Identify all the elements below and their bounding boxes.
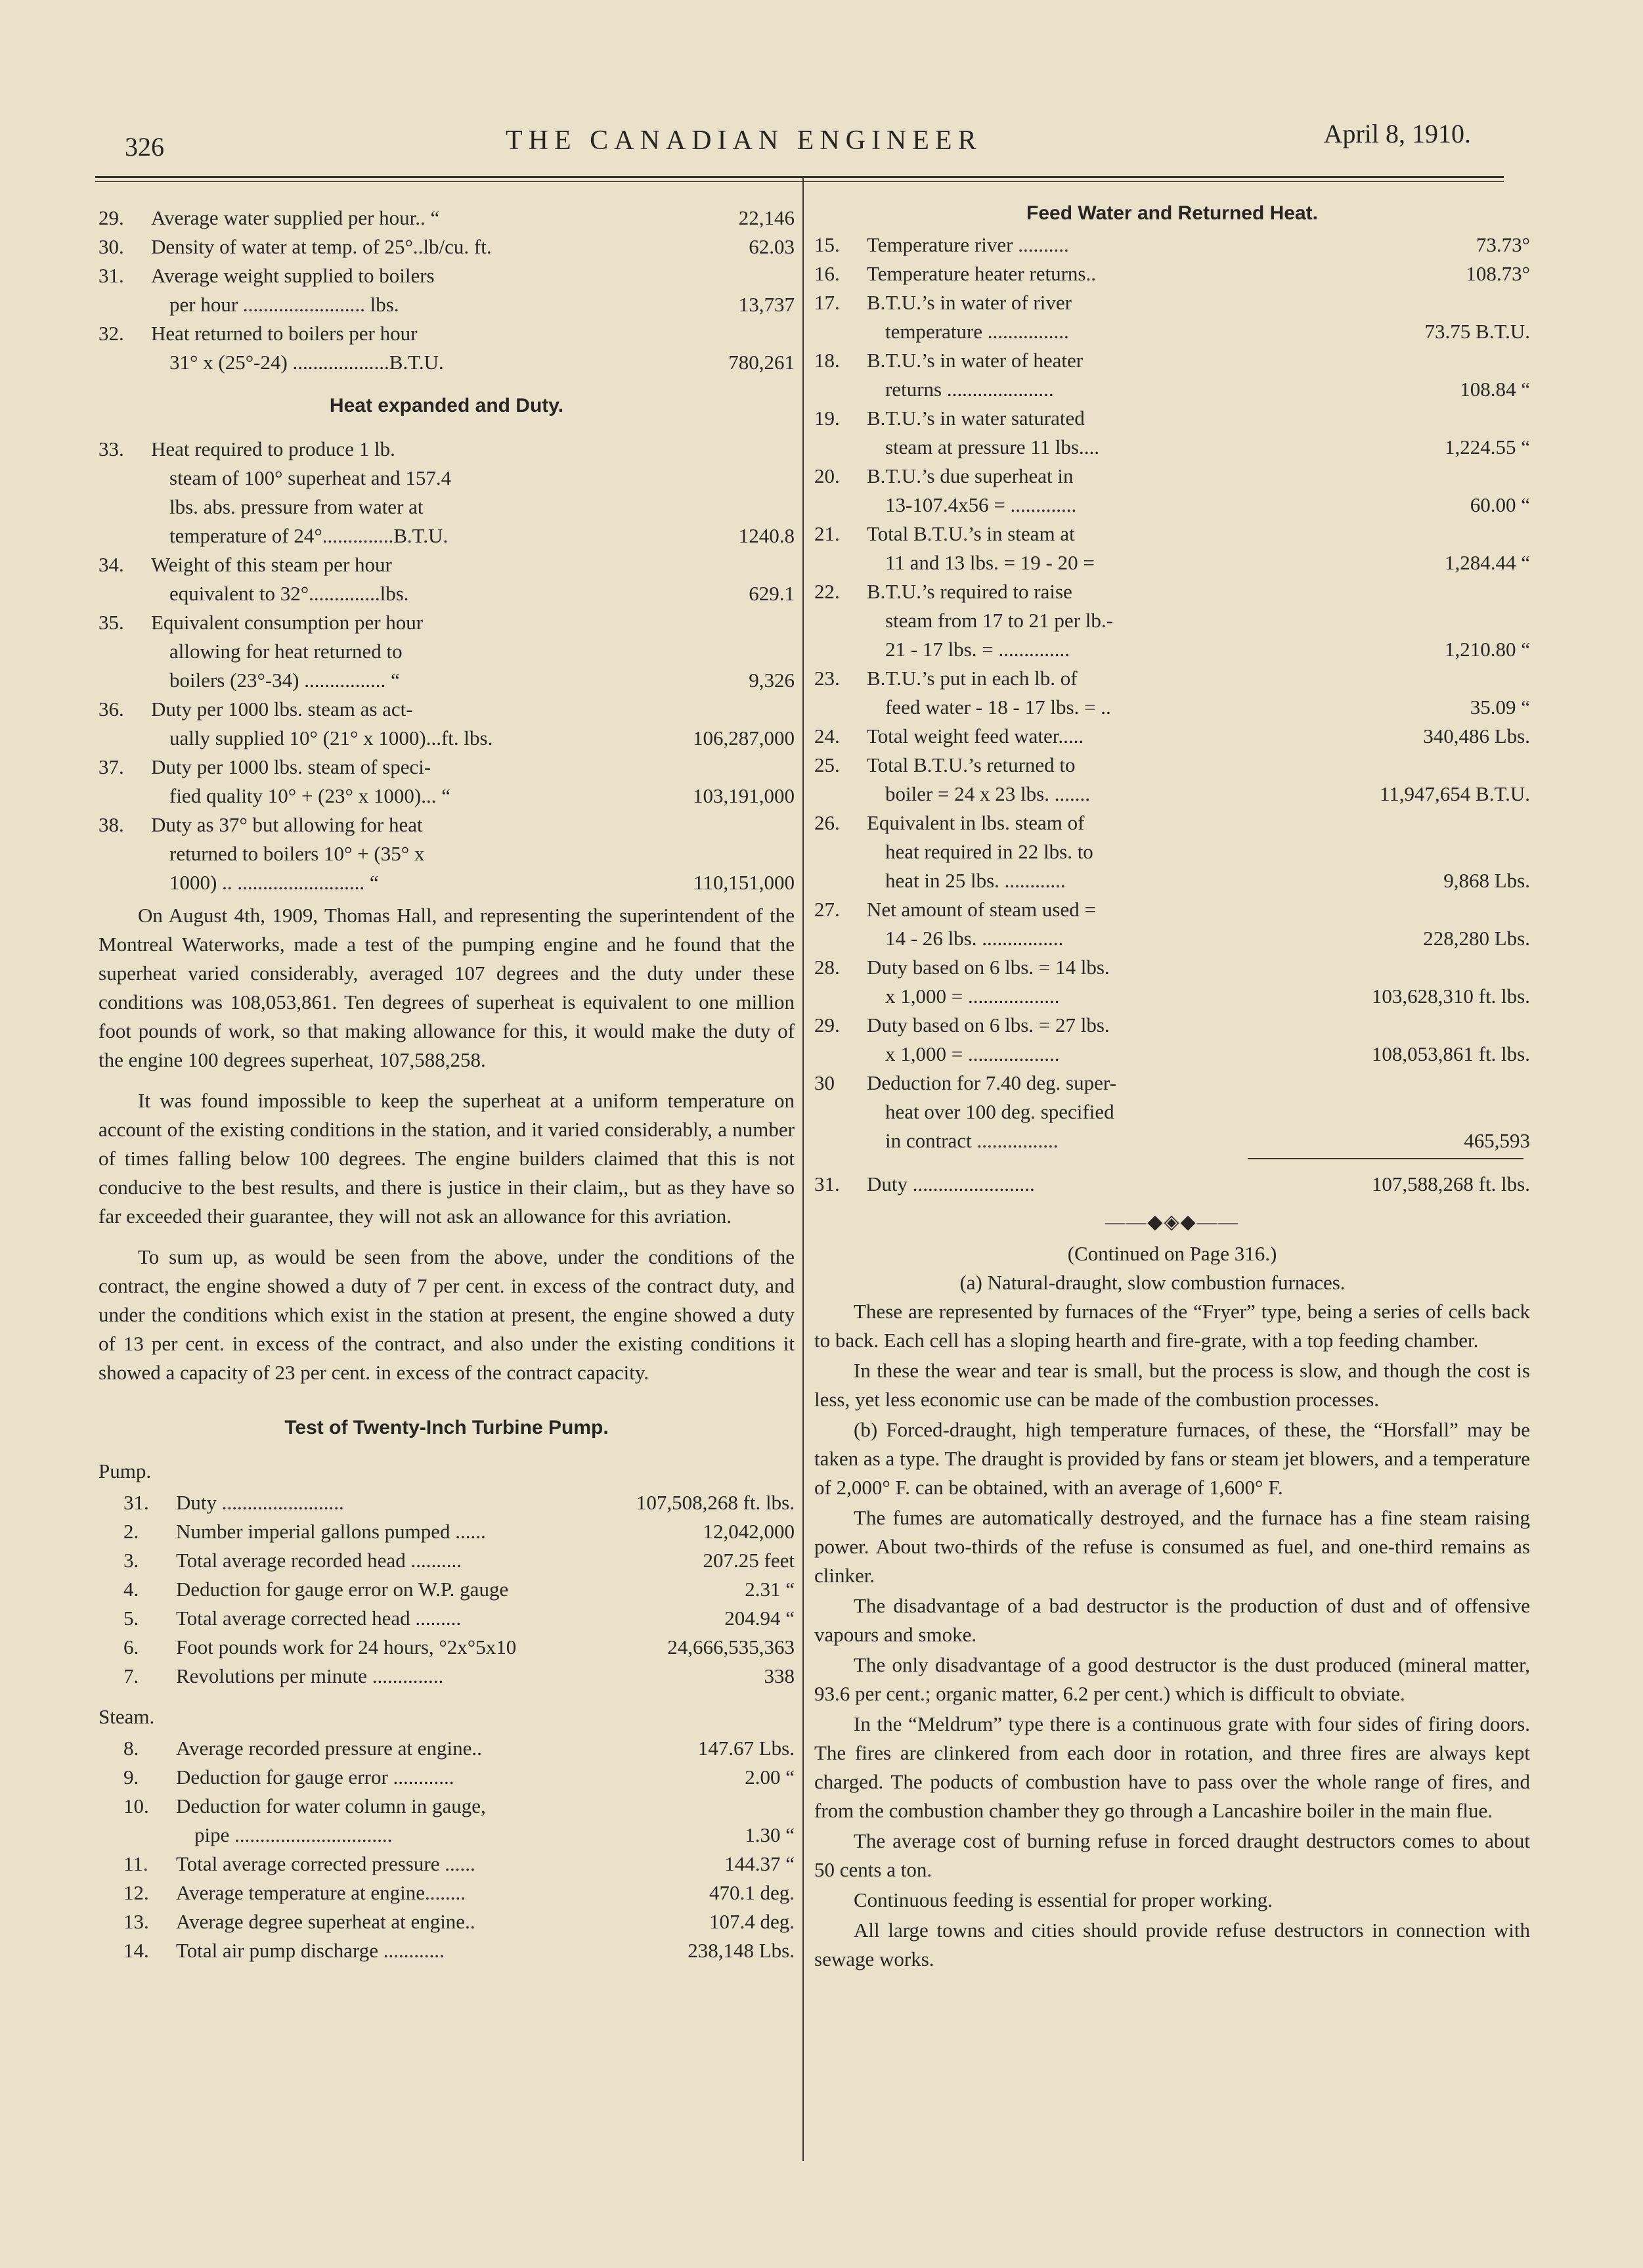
row-number: 20. [814, 464, 840, 487]
journal-title: THE CANADIAN ENGINEER [506, 125, 982, 156]
table-row [99, 493, 795, 522]
table-row [814, 577, 1530, 606]
table-row [99, 1734, 795, 1763]
table-row [814, 548, 1530, 577]
row-value: 107,508,268 ft. lbs. [636, 1491, 795, 1514]
row-label: boilers (23°-34) ................ “ [169, 669, 400, 692]
row-label: Total B.T.U.’s in steam at [867, 522, 1075, 545]
row-label: Total average corrected head ......... [176, 1607, 462, 1630]
row-number: 11. [123, 1852, 148, 1875]
page-number: 326 [125, 132, 164, 162]
table-row [99, 1488, 795, 1517]
row-value: 629.1 [749, 582, 795, 605]
row-value: 228,280 Lbs. [1423, 927, 1530, 950]
row-number: 38. [99, 813, 124, 836]
right-column [814, 194, 1530, 1975]
row-label: Duty per 1000 lbs. steam as act- [151, 698, 413, 721]
row-label: Total average recorded head .......... [176, 1549, 462, 1572]
pump-rows [99, 1488, 795, 1691]
table-rows-b [99, 435, 795, 897]
row-value: 73.73° [1476, 233, 1530, 256]
continued-note: (Continued on Page 316.) [1067, 1242, 1277, 1265]
row-value: 13,737 [738, 293, 795, 316]
row-label: Average degree superheat at engine.. [176, 1910, 475, 1933]
row-label: Revolutions per minute .............. [176, 1664, 444, 1687]
row-number: 25. [814, 753, 840, 776]
row-value: 108,053,861 ft. lbs. [1371, 1042, 1530, 1065]
table-row [814, 1040, 1530, 1069]
row-label: B.T.U.’s required to raise [867, 580, 1072, 603]
row-label: heat in 25 lbs. ............ [885, 869, 1066, 892]
duty-row [814, 1170, 1530, 1199]
table-row [814, 231, 1530, 259]
row-label: Deduction for water column in gauge, [176, 1794, 486, 1817]
table-row [99, 1604, 795, 1633]
row-number: 32. [99, 322, 124, 345]
row-number: 30. [99, 235, 124, 258]
row-value: 103,191,000 [693, 784, 795, 807]
row-label: Average temperature at engine........ [176, 1881, 466, 1904]
section-heading-feed: Feed Water and Returned Heat. [1026, 202, 1318, 224]
row-label: Deduction for gauge error on W.P. gauge [176, 1578, 509, 1601]
table-row [814, 664, 1530, 693]
table-row [814, 491, 1530, 520]
row-label: in contract ................ [885, 1129, 1059, 1152]
row-label: Deduction for gauge error ............ [176, 1766, 454, 1789]
table-row [814, 259, 1530, 288]
row-value: 103,628,310 ft. lbs. [1371, 985, 1530, 1008]
paragraph: The only disadvantage of a good destructor is the dust produced (mineral matter, 93.6 per cent.; organic matter, 6.2 per cent.) which is difficult to obviate. [814, 1653, 1530, 1705]
row-label: 31° x (25°-24) ...................B.T.U. [169, 351, 444, 374]
table-row [99, 1792, 795, 1821]
row-number: 31. [99, 264, 124, 287]
row-label: Average water supplied per hour.. “ [151, 206, 440, 229]
row-value: 108.73° [1466, 262, 1530, 285]
page-header [118, 112, 1497, 164]
sum-rule [1248, 1158, 1523, 1159]
row-label: Temperature river .......... [867, 233, 1069, 256]
table-row [99, 666, 795, 695]
row-label: Density of water at temp. of 25°..lb/cu. ft. [151, 235, 492, 258]
row-value: 107.4 deg. [709, 1910, 795, 1933]
row-value: 1,284.44 “ [1444, 551, 1530, 574]
row-number: 19. [814, 407, 840, 430]
table-row [99, 1879, 795, 1907]
table-row [99, 579, 795, 608]
row-value: 780,261 [728, 351, 795, 374]
row-number: 3. [123, 1549, 139, 1572]
row-value: 107,588,268 ft. lbs. [1371, 1172, 1530, 1195]
row-label: B.T.U.’s in water saturated [867, 407, 1085, 430]
row-label: Total average corrected pressure ...... [176, 1852, 475, 1875]
row-number: 6. [123, 1635, 139, 1658]
row-value: 9,868 Lbs. [1443, 869, 1530, 892]
table-row [814, 288, 1530, 317]
table-row [99, 782, 795, 811]
row-number: 18. [814, 349, 840, 372]
row-number: 9. [123, 1766, 139, 1789]
table-row [814, 462, 1530, 491]
table-row [99, 1763, 795, 1792]
row-label: temperature of 24°..............B.T.U. [169, 524, 449, 547]
header-rule-thin [95, 181, 1504, 182]
row-label: B.T.U.’s due superheat in [867, 464, 1074, 487]
row-value: 108.84 “ [1460, 378, 1530, 401]
row-value: 110,151,000 [693, 871, 795, 894]
row-label: Average weight supplied to boilers [151, 264, 435, 287]
row-value: 62.03 [749, 235, 795, 258]
table-row [99, 868, 795, 897]
table-row [814, 606, 1530, 635]
table-row [99, 464, 795, 493]
column-divider [802, 177, 804, 2161]
table-row [814, 866, 1530, 895]
row-number: 24. [814, 724, 840, 747]
table-row [814, 809, 1530, 837]
table-row [99, 435, 795, 464]
table-row [814, 635, 1530, 664]
table-row [99, 1575, 795, 1604]
table-row [99, 608, 795, 637]
row-label: temperature ................ [885, 320, 1069, 343]
row-number: 34. [99, 553, 124, 576]
row-value: 207.25 feet [703, 1549, 795, 1572]
table-row [99, 204, 795, 233]
table-row [814, 837, 1530, 866]
table-row [814, 722, 1530, 751]
table-row [99, 233, 795, 261]
table-row [814, 693, 1530, 722]
row-value: 60.00 “ [1470, 493, 1530, 516]
table-row [99, 550, 795, 579]
paragraph: To sum up, as would be seen from the above, under the conditions of the contract, the engine showed a duty of 7 per cent. in excess of the contract duty, and under the conditions which exist in the station at present, the engine showed a duty of 13 per cent. in excess of the contract, and also under the existing conditions it showed a capacity of 23 per cent. in excess of the contract capacity. [99, 1245, 795, 1384]
row-number: 27. [814, 898, 840, 921]
row-value: 238,148 Lbs. [688, 1939, 795, 1962]
subheading-a: (a) Natural-draught, slow combustion furnaces. [959, 1271, 1346, 1294]
section-heading-heat: Heat expanded and Duty. [329, 395, 564, 416]
row-label: Equivalent consumption per hour [151, 611, 424, 634]
table-row [814, 375, 1530, 404]
row-label: feed water - 18 - 17 lbs. = .. [885, 696, 1111, 719]
table-row [814, 1011, 1530, 1040]
row-value: 1240.8 [738, 524, 795, 547]
row-number: 29. [99, 206, 124, 229]
table-row [99, 1907, 795, 1936]
steam-label: Steam. [99, 1705, 155, 1728]
row-value: 73.75 B.T.U. [1424, 320, 1530, 343]
row-label: Duty as 37° but allowing for heat [151, 813, 423, 836]
row-label: Duty based on 6 lbs. = 14 lbs. [867, 956, 1110, 979]
table-row [814, 346, 1530, 375]
row-label: Duty ........................ [867, 1172, 1035, 1195]
row-label: Heat required to produce 1 lb. [151, 437, 395, 460]
row-label: per hour ........................ lbs. [169, 293, 399, 316]
table-row [814, 895, 1530, 924]
row-number: 31. [123, 1491, 149, 1514]
pump-label: Pump. [99, 1459, 152, 1482]
table-row [99, 695, 795, 724]
paragraph: Continuous feeding is essential for proper working. [854, 1888, 1273, 1911]
row-number: 16. [814, 262, 840, 285]
row-label: 13-107.4x56 = ............. [885, 493, 1077, 516]
row-label: pipe ............................... [194, 1823, 393, 1846]
row-label: 21 - 17 lbs. = .............. [885, 638, 1070, 661]
table-row [814, 780, 1530, 809]
row-label: ually supplied 10° (21° x 1000)...ft. lbs. [169, 726, 493, 749]
table-row [814, 433, 1530, 462]
row-label: steam from 17 to 21 per lb.- [885, 609, 1113, 632]
section-heading-test: Test of Twenty-Inch Turbine Pump. [284, 1417, 609, 1438]
row-value: 1.30 “ [745, 1823, 795, 1846]
left-column [99, 204, 795, 1965]
row-number: 12. [123, 1881, 149, 1904]
row-label: Duty based on 6 lbs. = 27 lbs. [867, 1013, 1110, 1036]
row-number: 8. [123, 1737, 139, 1760]
row-label: Equivalent in lbs. steam of [867, 811, 1085, 834]
row-number: 37. [99, 755, 124, 778]
row-value: 9,326 [749, 669, 795, 692]
row-number: 26. [814, 811, 840, 834]
row-number: 36. [99, 698, 124, 721]
row-label: boiler = 24 x 23 lbs. ....... [885, 782, 1090, 805]
row-label: Heat returned to boilers per hour [151, 322, 418, 345]
table-row [99, 1517, 795, 1546]
table-row [814, 924, 1530, 953]
row-value: 1,210.80 “ [1444, 638, 1530, 661]
table-row [814, 751, 1530, 780]
table-row [814, 1098, 1530, 1126]
row-label: B.T.U.’s in water of river [867, 291, 1072, 314]
row-number: 28. [814, 956, 840, 979]
row-value: 11,947,654 B.T.U. [1379, 782, 1530, 805]
table-row [99, 724, 795, 753]
row-label: 11 and 13 lbs. = 19 - 20 = [885, 551, 1095, 574]
table-row [99, 753, 795, 782]
row-label: returned to boilers 10° + (35° x [169, 842, 425, 865]
table-row [99, 1546, 795, 1575]
row-label: Net amount of steam used = [867, 898, 1096, 921]
issue-date: April 8, 1910. [1323, 119, 1471, 148]
paragraph: The average cost of burning refuse in forced draught destructors comes to about 50 cents a ton. [814, 1829, 1530, 1881]
row-label: heat over 100 deg. specified [885, 1100, 1114, 1123]
row-label: returns ..................... [885, 378, 1054, 401]
table-row [99, 522, 795, 550]
row-number: 15. [814, 233, 840, 256]
row-label: Average recorded pressure at engine.. [176, 1737, 482, 1760]
paragraph: The disadvantage of a bad destructor is the production of dust and of offensive vapours and smoke. [814, 1594, 1530, 1646]
row-number: 2. [123, 1520, 139, 1543]
row-label: steam of 100° superheat and 157.4 [169, 466, 452, 489]
row-value: 22,146 [738, 206, 795, 229]
row-label: Duty per 1000 lbs. steam of speci- [151, 755, 431, 778]
table-row [99, 1821, 795, 1850]
row-label: B.T.U.’s put in each lb. of [867, 667, 1078, 690]
row-number: 7. [123, 1664, 139, 1687]
table-row [99, 319, 795, 348]
paragraph: In these the wear and tear is small, but the process is slow, and though the cost is less, yet less economic use can be made of the combustion processes. [814, 1359, 1530, 1411]
table-row [99, 1633, 795, 1662]
row-value: 1,224.55 “ [1444, 435, 1530, 458]
row-number: 22. [814, 580, 840, 603]
table-row [814, 953, 1530, 982]
table-row [99, 1936, 795, 1965]
table-row [814, 404, 1530, 433]
row-value: 470.1 deg. [709, 1881, 795, 1904]
row-label: Number imperial gallons pumped ...... [176, 1520, 486, 1543]
table-row [99, 811, 795, 839]
row-label: equivalent to 32°..............lbs. [169, 582, 409, 605]
paragraph: On August 4th, 1909, Thomas Hall, and representing the superintendent of the Montreal Waterworks, made a test of the pumping engine and he found that the superheat varied considerably, averaged 107 degrees and the duty under these conditions was 108,053,861. Ten degrees of superheat is equivalent to one million foot pounds of work, so that making allowance for this, it would make the duty of the engine 100 degrees superheat, 107,588,258. [99, 904, 795, 1071]
row-label: 1000) .. ......................... “ [169, 871, 379, 894]
row-value: 147.67 Lbs. [697, 1737, 795, 1760]
table-row [814, 1069, 1530, 1098]
table-row [99, 1662, 795, 1691]
row-value: 24,666,535,363 [667, 1635, 795, 1658]
row-label: Foot pounds work for 24 hours, °2x°5x10 [176, 1635, 517, 1658]
row-number: 23. [814, 667, 840, 690]
table-row [814, 982, 1530, 1011]
row-number: 29. [814, 1013, 840, 1036]
row-number: 13. [123, 1910, 149, 1933]
row-number: 4. [123, 1578, 139, 1601]
table-row [99, 348, 795, 377]
row-value: 12,042,000 [703, 1520, 795, 1543]
row-label: Duty ........................ [176, 1491, 344, 1514]
row-label: heat required in 22 lbs. to [885, 840, 1093, 863]
table-row [99, 290, 795, 319]
row-value: 465,593 [1464, 1129, 1530, 1152]
header-rule [95, 176, 1504, 178]
ornament-divider: ——◆◈◆—— [1105, 1211, 1239, 1233]
table-row [814, 1126, 1530, 1155]
table-row [99, 1850, 795, 1879]
row-label: B.T.U.’s in water of heater [867, 349, 1084, 372]
paragraph: These are represented by furnaces of the “Fryer” type, being a series of cells back to back. Each cell has a sloping hearth and fire-grate, with a top feeding chamber. [814, 1300, 1530, 1352]
row-label: steam at pressure 11 lbs.... [885, 435, 1099, 458]
row-label: x 1,000 = .................. [885, 985, 1060, 1008]
row-label: Total B.T.U.’s returned to [867, 753, 1076, 776]
row-value: 106,287,000 [693, 726, 795, 749]
right-paragraphs [814, 1297, 1530, 1974]
steam-rows [99, 1734, 795, 1965]
paragraph: It was found impossible to keep the superheat at a uniform temperature on account of the existing conditions in the station, and it varied considerably, a number of times falling below 100 degrees. The engine builders claimed that this is not conducive to the best results, and there is justice in their claim,, but as they have so far exceeded their guarantee, they will not ask an allowance for this avriation. [99, 1089, 795, 1228]
paragraph: All large towns and cities should provide refuse destructors in connection with sewage works. [814, 1919, 1530, 1970]
row-number: 10. [123, 1794, 149, 1817]
paragraph: (b) Forced-draught, high temperature furnaces, of these, the “Horsfall” may be taken as a type. The draught is provided by fans or steam jet blowers, and a temperature of 2,000° F. can be obtained, with an average of 1,600° F. [814, 1418, 1530, 1499]
row-label: lbs. abs. pressure from water at [169, 495, 424, 518]
paragraph: The fumes are automatically destroyed, and the furnace has a fine steam raising power. About two-thirds of the refuse is consumed as fuel, and one-third remains as clinker. [814, 1506, 1530, 1587]
row-value: 144.37 “ [724, 1852, 795, 1875]
row-label: fied quality 10° + (23° x 1000)... “ [169, 784, 450, 807]
row-label: allowing for heat returned to [169, 640, 403, 663]
row-value: 338 [764, 1664, 795, 1687]
table-row [99, 637, 795, 666]
row-value: 2.00 “ [745, 1766, 795, 1789]
row-value: 2.31 “ [745, 1578, 795, 1601]
row-number: 30 [814, 1071, 835, 1094]
row-number: 21. [814, 522, 840, 545]
table-rows-a [99, 204, 795, 377]
paragraph: In the “Meldrum” type there is a continuous grate with four sides of firing doors. The fires are clinkered from each door in rotation, and three fires are always kept charged. The poducts of combustion have to pass over the whole range of fires, and from the combustion chamber they go through a Lancashire boiler in the main flue. [814, 1712, 1530, 1822]
row-label: Total air pump discharge ............ [176, 1939, 445, 1962]
row-label: 14 - 26 lbs. ................ [885, 927, 1064, 950]
feed-rows [814, 231, 1530, 1155]
row-value: 204.94 “ [724, 1607, 795, 1630]
row-label: Total weight feed water..... [867, 724, 1084, 747]
row-value: 340,486 Lbs. [1423, 724, 1530, 747]
row-number: 33. [99, 437, 124, 460]
row-label: Deduction for 7.40 deg. super- [867, 1071, 1116, 1094]
row-value: 35.09 “ [1470, 696, 1530, 719]
row-number: 35. [99, 611, 124, 634]
row-number: 14. [123, 1939, 149, 1962]
table-row [99, 261, 795, 290]
row-number: 17. [814, 291, 840, 314]
row-label: Weight of this steam per hour [151, 553, 392, 576]
table-row [814, 520, 1530, 548]
row-label: Temperature heater returns.. [867, 262, 1096, 285]
row-label: x 1,000 = .................. [885, 1042, 1060, 1065]
table-row [814, 317, 1530, 346]
row-number: 5. [123, 1607, 139, 1630]
table-row [99, 839, 795, 868]
row-number: 31. [814, 1172, 840, 1195]
